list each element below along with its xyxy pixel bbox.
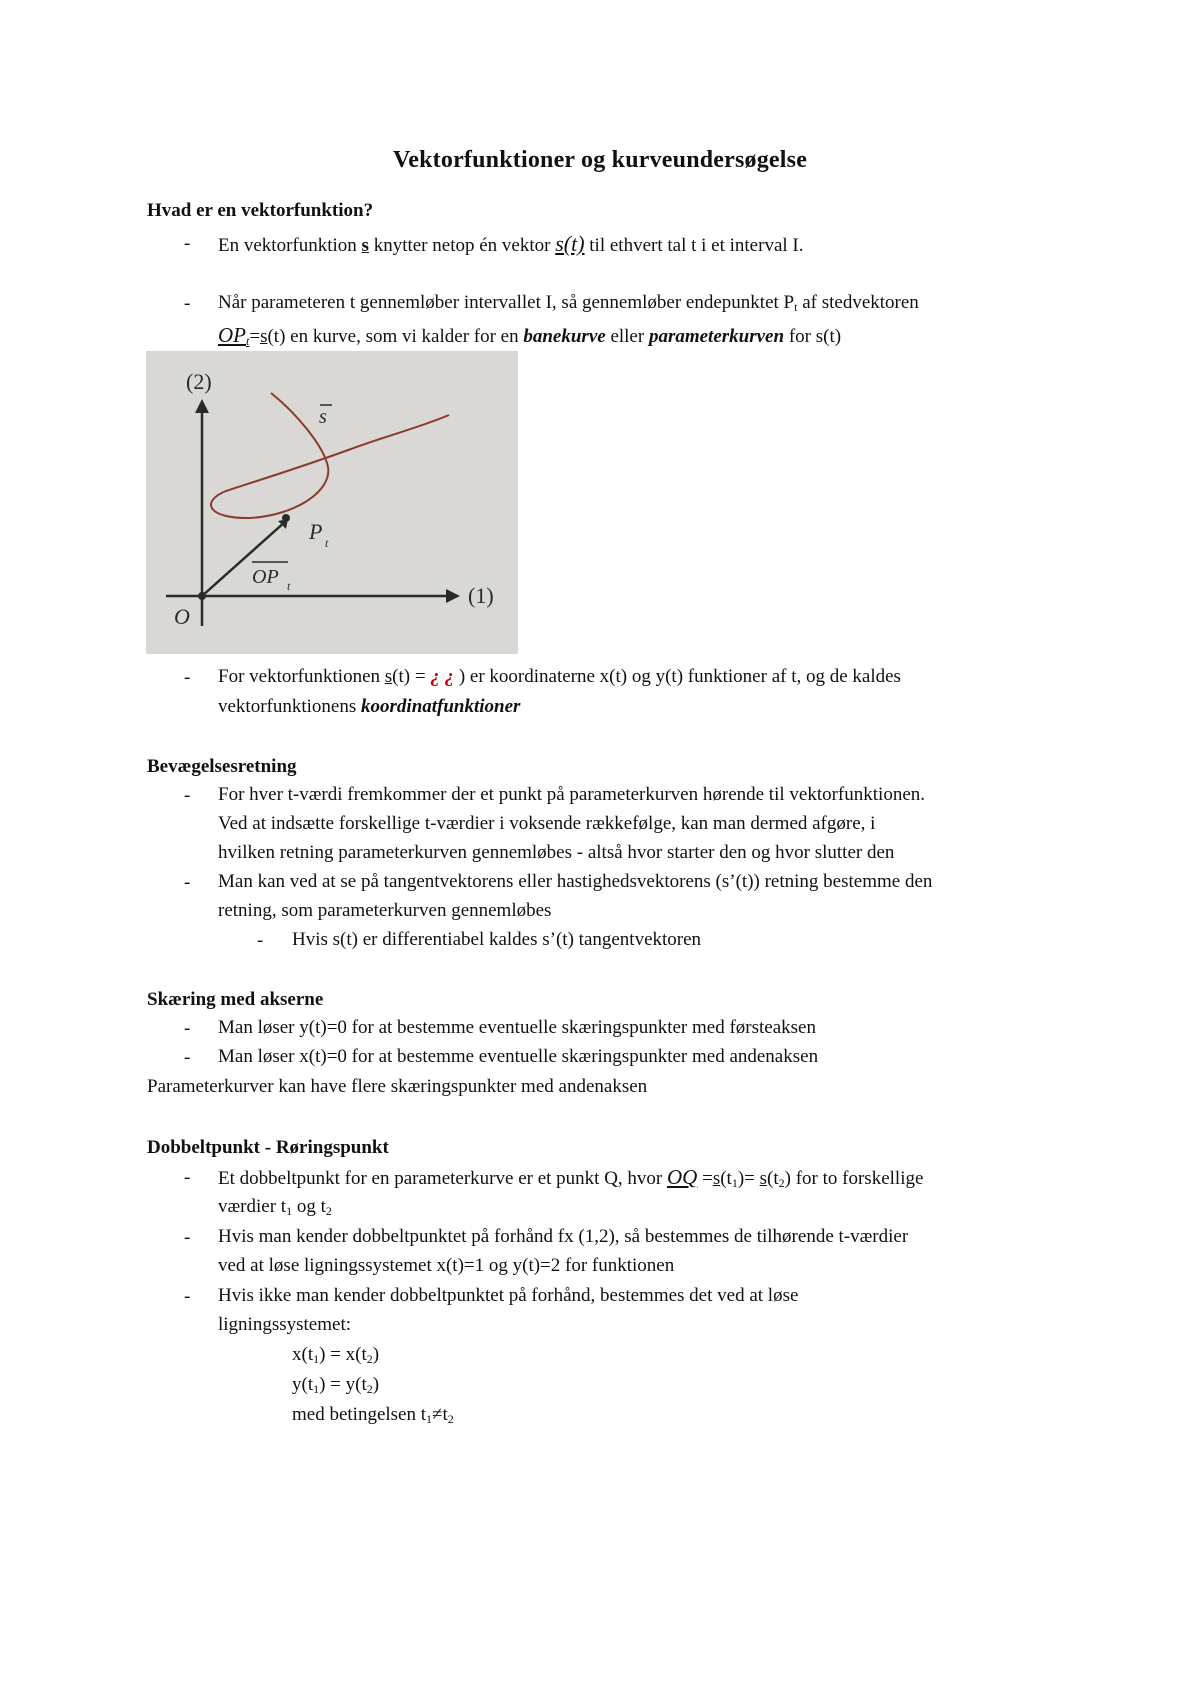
x-axis-label: (1): [468, 583, 494, 608]
bullet: -: [184, 1047, 191, 1068]
origin-point: [198, 592, 206, 600]
section-heading-dobbeltpunkt: Dobbeltpunkt - Røringspunkt: [147, 1137, 389, 1158]
y-axis-label: (2): [186, 369, 212, 394]
vector-label-sub: t: [287, 579, 291, 593]
bullet-text: For vektorfunktionen s(t) = ¿ ¿ ) er koordinaterne x(t) og y(t) funktioner af t, og de kaldes: [218, 666, 901, 687]
bullet: -: [184, 872, 191, 893]
y-axis-arrow-icon: [195, 399, 209, 413]
bullet-text: Et dobbeltpunkt for en parameterkurve er et punkt Q, hvor OQ $=s(t_1)= s(t_2)$ for to forskellige: [218, 1165, 924, 1190]
vector-label: OP: [252, 566, 279, 588]
bullet-text: For hver t-værdi fremkommer der et punkt på parameterkurven hørende til vektorfunktionen.: [218, 784, 925, 805]
point-label: P: [309, 519, 323, 544]
bullet-text-continued: ved at løse ligningssystemet x(t)=1 og y(t)=2 for funktionen: [218, 1255, 675, 1276]
bullet: -: [184, 1227, 191, 1248]
bullet: -: [184, 785, 191, 806]
bullet-text-continued: ligningssystemet:: [218, 1314, 351, 1335]
bullet: -: [184, 1018, 191, 1039]
bullet-text: Man kan ved at se på tangentvektorens eller hastighedsvektorens (s’(t)) retning bestemme den: [218, 871, 933, 892]
x-axis-arrow-icon: [446, 589, 460, 603]
point-pt: [282, 514, 290, 522]
equation-condition: med betingelsen $t_1\ne t_2$: [292, 1404, 454, 1426]
bullet-text: Når parameteren t gennemløber intervallet I, så gennemløber endepunktet $P_t$ af stedvektoren: [218, 292, 919, 314]
equation-1: $x(t_1) = x(t_2)$: [292, 1344, 380, 1366]
bullet-text: Man løser y(t)=0 for at bestemme eventuelle skæringspunkter med førsteaksen: [218, 1017, 816, 1038]
bullet-text-continued: værdier $t_1$ og $t_2$: [218, 1196, 332, 1218]
bullet-text-continued: $OP_t=s(t)$ en kurve, som vi kalder for en banekurve eller parameterkurven for s(t): [218, 323, 842, 348]
bullet: -: [184, 1167, 191, 1188]
figure-svg: [146, 351, 518, 654]
parameter-curve: [211, 393, 449, 518]
bullet: -: [184, 233, 191, 254]
section-heading-skaering: Skæring med akserne: [147, 989, 324, 1010]
bullet-text-continued: retning, som parameterkurven gennemløbes: [218, 900, 552, 921]
sub-bullet-text: Hvis s(t) er differentiabel kaldes s’(t) tangentvektoren: [292, 929, 702, 950]
origin-label: O: [174, 604, 190, 629]
bullet-text: En vektorfunktion s knytter netop én vektor s(t) til ethvert tal t i et interval I.: [218, 231, 804, 256]
bullet: -: [184, 667, 191, 688]
note-text: Parameterkurver kan have flere skæringspunkter med andenaksen: [147, 1076, 648, 1097]
bullet-text-continued: vektorfunktionens koordinatfunktioner: [218, 696, 521, 717]
sub-bullet: -: [257, 930, 264, 951]
section-heading-bevaegelsesretning: Bevægelsesretning: [147, 756, 297, 777]
bullet-text-continued: Ved at indsætte forskellige t-værdier i voksende rækkefølge, kan man dermed afgøre, i: [218, 813, 876, 834]
point-label-sub: t: [325, 536, 329, 550]
bullet: -: [184, 293, 191, 314]
bullet: -: [184, 1286, 191, 1307]
bullet-text: Hvis ikke man kender dobbeltpunktet på forhånd, bestemmes det ved at løse: [218, 1285, 799, 1306]
equation-2: $y(t_1) = y(t_2)$: [292, 1374, 380, 1396]
page-title: Vektorfunktioner og kurveundersøgelse: [392, 147, 808, 173]
parameter-curve-figure: [146, 351, 518, 654]
bullet-text-continued: hvilken retning parameterkurven gennemløbes - altså hvor starter den og hvor slutter den: [218, 842, 895, 863]
bullet-text: Man løser x(t)=0 for at bestemme eventuelle skæringspunkter med andenaksen: [218, 1046, 819, 1067]
curve-label: s: [319, 406, 327, 428]
section-heading-vektorfunktion: Hvad er en vektorfunktion?: [147, 200, 374, 221]
bullet-text: Hvis man kender dobbeltpunktet på forhånd fx (1,2), så bestemmes de tilhørende t-værdier: [218, 1226, 909, 1247]
